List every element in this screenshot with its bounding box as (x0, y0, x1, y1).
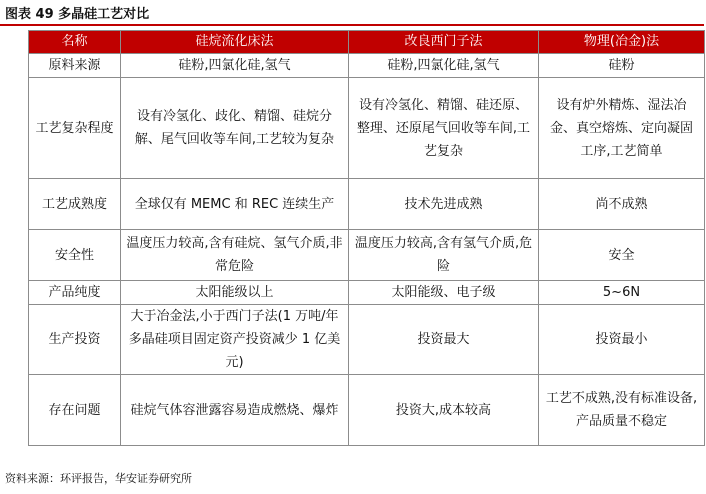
table-cell: 尚不成熟 (539, 179, 705, 230)
table-row (29, 230, 705, 281)
header-physical-metallurgical: 物理(冶金)法 (539, 31, 705, 54)
table-cell: 全球仅有 MEMC 和 REC 连续生产 (121, 179, 349, 230)
table-row (29, 78, 705, 179)
table-row (29, 305, 705, 375)
row-label: 存在问题 (29, 375, 121, 446)
table-cell: 技术先进成熟 (349, 179, 539, 230)
table-cell: 工艺不成熟,没有标准设备,产品质量不稳定 (539, 375, 705, 446)
table-cell: 温度压力较高,含有氢气介质,危险 (349, 230, 539, 281)
table-cell: 太阳能级以上 (121, 281, 349, 305)
table-cell: 投资大,成本较高 (349, 375, 539, 446)
table-cell: 投资最小 (539, 305, 705, 375)
table-cell: 投资最大 (349, 305, 539, 375)
row-label: 生产投资 (29, 305, 121, 375)
table-row (29, 179, 705, 230)
figure-title: 图表 49 多晶硅工艺对比 (5, 7, 150, 22)
table-cell: 设有炉外精炼、湿法冶金、真空熔炼、定向凝固工序,工艺简单 (539, 78, 705, 179)
table-row (29, 375, 705, 446)
table-cell: 温度压力较高,含有硅烷、氢气介质,非常危险 (121, 230, 349, 281)
table-header-row (29, 31, 705, 54)
table-cell: 太阳能级、电子级 (349, 281, 539, 305)
header-modified-siemens: 改良西门子法 (349, 31, 539, 54)
table-cell: 安全 (539, 230, 705, 281)
table-row (29, 281, 705, 305)
table-cell: 硅粉,四氯化硅,氢气 (121, 54, 349, 78)
header-silane-fluidized-bed: 硅烷流化床法 (121, 31, 349, 54)
row-label: 工艺成熟度 (29, 179, 121, 230)
row-label: 安全性 (29, 230, 121, 281)
row-label: 原料来源 (29, 54, 121, 78)
source-note: 资料来源：环评报告，华安证券研究所 (5, 472, 192, 485)
table-cell: 硅粉 (539, 54, 705, 78)
table-cell: 硅烷气体容泄露容易造成燃烧、爆炸 (121, 375, 349, 446)
process-comparison-table (28, 30, 705, 446)
table-cell: 硅粉,四氯化硅,氢气 (349, 54, 539, 78)
table-cell: 设有冷氢化、歧化、精馏、硅烷分解、尾气回收等车间,工艺较为复杂 (121, 78, 349, 179)
table-cell: 大于冶金法,小于西门子法(1 万吨/年多晶硅项目固定资产投资减少 1 亿美元) (121, 305, 349, 375)
row-label: 产品纯度 (29, 281, 121, 305)
title-divider (0, 24, 704, 26)
table-cell: 5~6N (539, 281, 705, 305)
header-name: 名称 (29, 31, 121, 54)
table-row (29, 54, 705, 78)
row-label: 工艺复杂程度 (29, 78, 121, 179)
table-cell: 设有冷氢化、精馏、硅还原、整理、还原尾气回收等车间,工艺复杂 (349, 78, 539, 179)
